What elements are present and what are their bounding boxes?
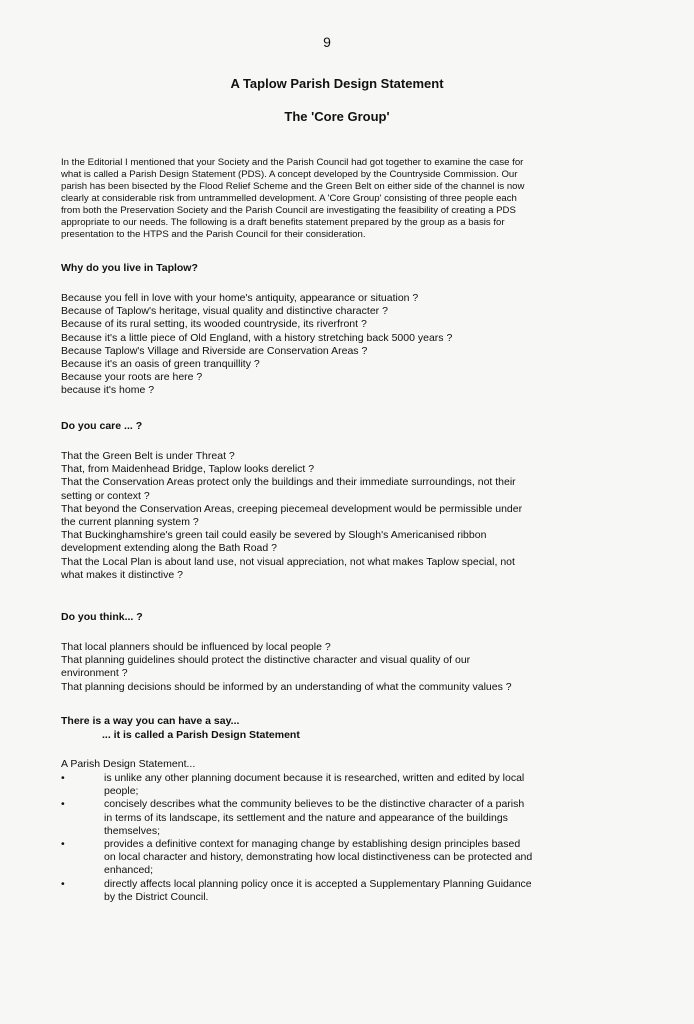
list-line: development extending along the Bath Road ?	[61, 542, 277, 555]
intro-line: In the Editorial I mentioned that your Society and the Parish Council had got together to examine the case for	[61, 157, 524, 168]
page-number: 9	[323, 34, 331, 50]
bullet-item	[61, 798, 631, 838]
section-think-list	[61, 641, 631, 694]
intro-line: clearly at considerable risk from untrammelled development. A 'Core Group' consisting of three people each	[61, 193, 517, 204]
bullet-icon: •	[61, 877, 65, 890]
list-line: Because of Taplow's heritage, visual quality and distinctive character ?	[61, 305, 388, 318]
list-line: Because it's a little piece of Old England, with a history stretching back 5000 years ?	[61, 331, 453, 344]
section-heading-care: Do you care ... ?	[61, 420, 143, 432]
pds-lead	[61, 758, 631, 771]
section-heading-say: There is a way you can have a say...	[61, 715, 240, 727]
bullet-item	[61, 772, 631, 798]
list-line: That planning decisions should be informed by an understanding of what the community values ?	[61, 680, 512, 693]
intro-line: what is called a Parish Design Statement (PDS). A concept developed by the Countryside Commission. Our	[61, 169, 518, 180]
bullet-line: in terms of its landscape, its settlement and the nature and appearance of the buildings	[104, 811, 508, 824]
list-line: That Buckinghamshire's green tail could easily be severed by Slough's Americanised ribbon	[61, 529, 487, 542]
bullet-line: people;	[104, 785, 139, 798]
bullet-line: is unlike any other planning document because it is researched, written and edited by local	[104, 772, 525, 784]
pds-bullet-list	[61, 772, 631, 904]
list-line: Because Taplow's Village and Riverside are Conservation Areas ?	[61, 344, 368, 357]
list-line: environment ?	[61, 667, 128, 680]
list-line: Because of its rural setting, its wooded countryside, its riverfront ?	[61, 318, 367, 331]
page-title: A Taplow Parish Design Statement	[230, 76, 444, 91]
page-subtitle: The 'Core Group'	[284, 109, 390, 124]
bullet-line: themselves;	[104, 824, 161, 837]
bullet-line: enhanced;	[104, 864, 154, 877]
list-line: setting or context ?	[61, 489, 150, 502]
intro-line: parish has been bisected by the Flood Relief Scheme and the Green Belt on either side of the channel is now	[61, 181, 525, 192]
list-line: what makes it distinctive ?	[61, 568, 183, 581]
bullet-line: on local character and history, demonstrating how local distinctiveness can be protected and	[104, 851, 533, 864]
bullet-line: by the District Council.	[104, 890, 209, 903]
section-care-list	[61, 450, 631, 582]
list-line: That local planners should be influenced by local people ?	[61, 641, 331, 653]
bullet-icon: •	[61, 798, 65, 811]
section-heading-pds: ... it is called a Parish Design Statement	[102, 729, 300, 741]
list-line: Because it's an oasis of green tranquillity ?	[61, 358, 260, 371]
bullet-icon: •	[61, 838, 65, 851]
pds-lead-text: A Parish Design Statement...	[61, 758, 196, 770]
list-line: That the Local Plan is about land use, not visual appreciation, not what makes Taplow special, not	[61, 555, 515, 568]
bullet-item	[61, 838, 631, 878]
list-line: That planning guidelines should protect the distinctive character and visual quality of our	[61, 654, 471, 667]
list-line: That, from Maidenhead Bridge, Taplow looks derelict ?	[61, 463, 315, 476]
bullet-line: directly affects local planning policy once it is accepted a Supplementary Planning Guidance	[104, 877, 532, 890]
section-heading-think: Do you think... ?	[61, 611, 143, 623]
section-why-list	[61, 292, 631, 398]
intro-line: from both the Preservation Society and the Parish Council are investigating the feasibility of creating a PDS	[61, 205, 516, 216]
section-heading-why: Why do you live in Taplow?	[61, 262, 198, 274]
list-line: because it's home ?	[61, 384, 155, 397]
bullet-line: concisely describes what the community believes to be the distinctive character of a parish	[104, 798, 525, 811]
bullet-icon: •	[61, 772, 65, 784]
bullet-item	[61, 878, 631, 904]
bullet-line: provides a definitive context for managing change by establishing design principles based	[104, 838, 521, 851]
list-line: That the Conservation Areas protect only the buildings and their immediate surroundings, not their	[61, 476, 516, 489]
intro-line: appropriate to our needs. The following is a draft benefits statement prepared by the group as a basis for	[61, 217, 505, 228]
list-line: the current planning system ?	[61, 516, 199, 529]
list-line: That beyond the Conservation Areas, creeping piecemeal development would be permissible under	[61, 502, 523, 515]
list-line: Because you fell in love with your home's antiquity, appearance or situation ?	[61, 292, 419, 304]
intro-paragraph	[61, 157, 621, 241]
list-line: Because your roots are here ?	[61, 371, 203, 384]
list-line: That the Green Belt is under Threat ?	[61, 450, 235, 462]
intro-line: presentation to the HTPS and the Parish Council for their consideration.	[61, 229, 366, 240]
